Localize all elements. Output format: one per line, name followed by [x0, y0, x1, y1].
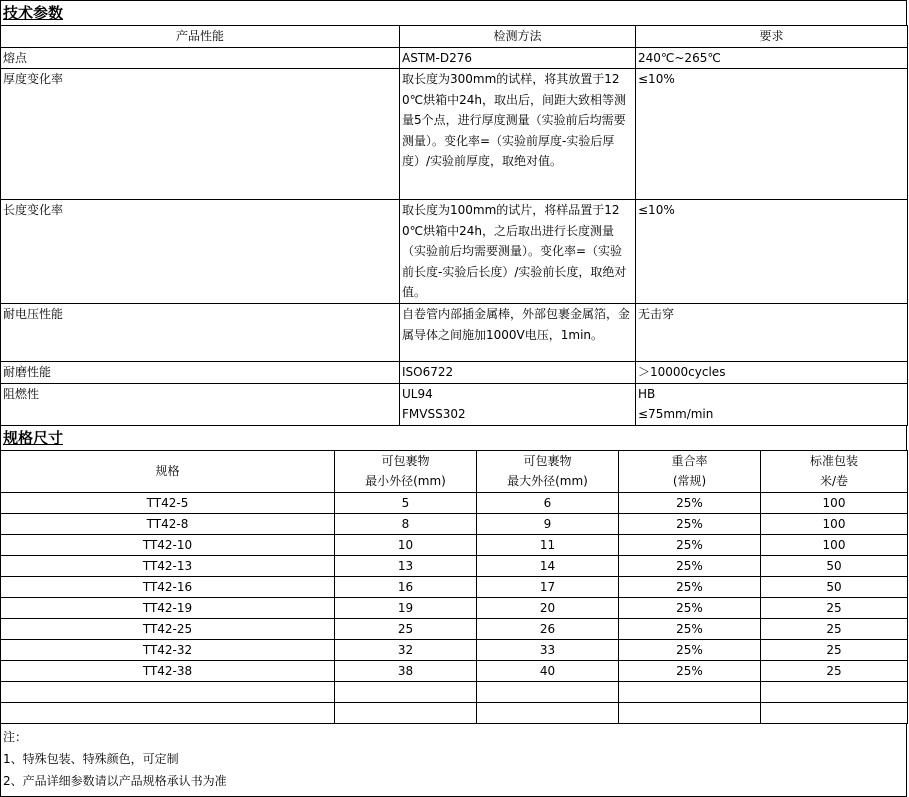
spec-overlap: 25% [619, 618, 761, 639]
spec-overlap: 25% [619, 534, 761, 555]
spec-pack: 25 [761, 639, 908, 660]
header-requirement: 要求 [636, 26, 908, 48]
notes-heading: 注： [3, 729, 28, 744]
table-row [1, 492, 908, 513]
header-property: 产品性能 [1, 26, 400, 48]
empty-cell [477, 681, 619, 702]
spec-pack: 100 [761, 492, 908, 513]
spec-max-diameter: 20 [477, 597, 619, 618]
spec-max-diameter: 26 [477, 618, 619, 639]
method-voltage: 自卷管内部插金属棒，外部包裹金属箔，金属导体之间施加1000V电压，1min。 [400, 304, 636, 362]
spec-min-diameter: 19 [335, 597, 477, 618]
spec-header-model [1, 450, 335, 492]
spec-overlap: 25% [619, 660, 761, 681]
spec-header-min-l1: 可包裹物 [381, 454, 430, 468]
empty-cell [1, 681, 335, 702]
spec-max-diameter: 6 [477, 492, 619, 513]
empty-cell [619, 702, 761, 723]
method-abrasion: ISO6722 [400, 362, 636, 384]
method-melting-point: ASTM-D276 [400, 47, 636, 69]
spec-overlap: 25% [619, 576, 761, 597]
empty-cell [619, 681, 761, 702]
empty-cell [335, 681, 477, 702]
spec-header-overlap [619, 450, 761, 492]
spec-max-diameter: 17 [477, 576, 619, 597]
empty-cell [335, 702, 477, 723]
property-voltage: 耐电压性能 [1, 304, 400, 362]
property-length-change: 长度变化率 [1, 200, 400, 304]
method-thickness-change: 取长度为300mm的试样，将其放置于120℃烘箱中24h，取出后，间距大致相等测量5个点，进行厚度测量（实验前后均需要测量）。变化率=（实验前厚度-实验后厚度）/实验前厚度，取绝对值。 [400, 69, 636, 200]
req-abrasion: ＞10000cycles [636, 362, 908, 384]
tech-params-table [0, 25, 908, 426]
property-flame: 阻燃性 [1, 383, 400, 425]
spec-overlap: 25% [619, 639, 761, 660]
spec-pack: 25 [761, 597, 908, 618]
empty-cell [761, 702, 908, 723]
spec-section-title: 规格尺寸 [0, 426, 907, 450]
spec-min-diameter: 16 [335, 576, 477, 597]
note-item-2: 2、产品详细参数请以产品规格承认书为准 [3, 773, 227, 788]
table-row [1, 576, 908, 597]
property-melting-point: 熔点 [1, 47, 400, 69]
spec-model: TT42-8 [1, 513, 335, 534]
req-flame [636, 383, 908, 425]
table-row [1, 534, 908, 555]
spec-header-pack [761, 450, 908, 492]
spec-header-min [335, 450, 477, 492]
spec-overlap: 25% [619, 597, 761, 618]
spec-model: TT42-38 [1, 660, 335, 681]
req-length-change: ≤10% [636, 200, 908, 304]
table-row [1, 555, 908, 576]
spec-table [0, 450, 908, 724]
spec-min-diameter: 13 [335, 555, 477, 576]
req-voltage: 无击穿 [636, 304, 908, 362]
table-row [1, 597, 908, 618]
spec-header-model-l1: 规格 [155, 464, 180, 478]
empty-cell [1, 702, 335, 723]
empty-cell [477, 702, 619, 723]
spec-pack: 100 [761, 534, 908, 555]
spec-model: TT42-16 [1, 576, 335, 597]
table-row [1, 513, 908, 534]
method-length-change: 取长度为100mm的试片，将样品置于120℃烘箱中24h，之后取出进行长度测量（实验前后均需要测量）。变化率=（实验前长度-实验后长度）/实验前长度，取绝对值。 [400, 200, 636, 304]
spec-min-diameter: 32 [335, 639, 477, 660]
spec-pack: 100 [761, 513, 908, 534]
spec-max-diameter: 33 [477, 639, 619, 660]
spec-pack: 50 [761, 555, 908, 576]
property-thickness-change: 厚度变化率 [1, 69, 400, 200]
spec-pack: 50 [761, 576, 908, 597]
spec-model: TT42-19 [1, 597, 335, 618]
spec-header-overlap-l1: 重合率 [671, 454, 708, 468]
spec-header-pack-l1: 标准包装 [809, 454, 858, 468]
note-item-1: 1、特殊包装、特殊颜色，可定制 [3, 751, 179, 766]
method-flame-line2: FMVSS302 [402, 407, 466, 421]
req-flame-line1: HB [638, 386, 656, 401]
spec-model: TT42-32 [1, 639, 335, 660]
spec-min-diameter: 8 [335, 513, 477, 534]
spec-max-diameter: 11 [477, 534, 619, 555]
spec-min-diameter: 10 [335, 534, 477, 555]
table-row [1, 618, 908, 639]
spec-overlap: 25% [619, 555, 761, 576]
spec-max-diameter: 9 [477, 513, 619, 534]
spec-max-diameter: 40 [477, 660, 619, 681]
table-row [1, 639, 908, 660]
property-abrasion: 耐磨性能 [1, 362, 400, 384]
spec-model: TT42-10 [1, 534, 335, 555]
spec-pack: 25 [761, 618, 908, 639]
req-flame-line2: ≤75mm/min [638, 407, 714, 421]
spec-pack: 25 [761, 660, 908, 681]
spec-model: TT42-13 [1, 555, 335, 576]
empty-cell [761, 681, 908, 702]
spec-model: TT42-5 [1, 492, 335, 513]
req-thickness-change: ≤10% [636, 69, 908, 200]
spec-overlap: 25% [619, 513, 761, 534]
spec-min-diameter: 38 [335, 660, 477, 681]
spec-max-diameter: 14 [477, 555, 619, 576]
spec-overlap: 25% [619, 492, 761, 513]
spec-min-diameter: 25 [335, 618, 477, 639]
req-melting-point: 240℃~265℃ [636, 47, 908, 69]
spec-header-max-l1: 可包裹物 [523, 454, 572, 468]
tech-section-title: 技术参数 [0, 0, 907, 25]
spec-header-pack-l2: 米/卷 [819, 474, 849, 488]
spec-header-min-l2: 最小外径(mm) [365, 474, 446, 488]
header-method: 检测方法 [400, 26, 636, 48]
spec-header-max [477, 450, 619, 492]
table-row [1, 660, 908, 681]
method-flame-line1: UL94 [402, 386, 433, 401]
spec-model: TT42-25 [1, 618, 335, 639]
method-flame [400, 383, 636, 425]
spec-header-overlap-l2: (常规) [672, 474, 707, 488]
spec-header-max-l2: 最大外径(mm) [507, 474, 588, 488]
notes [0, 724, 907, 797]
spec-min-diameter: 5 [335, 492, 477, 513]
